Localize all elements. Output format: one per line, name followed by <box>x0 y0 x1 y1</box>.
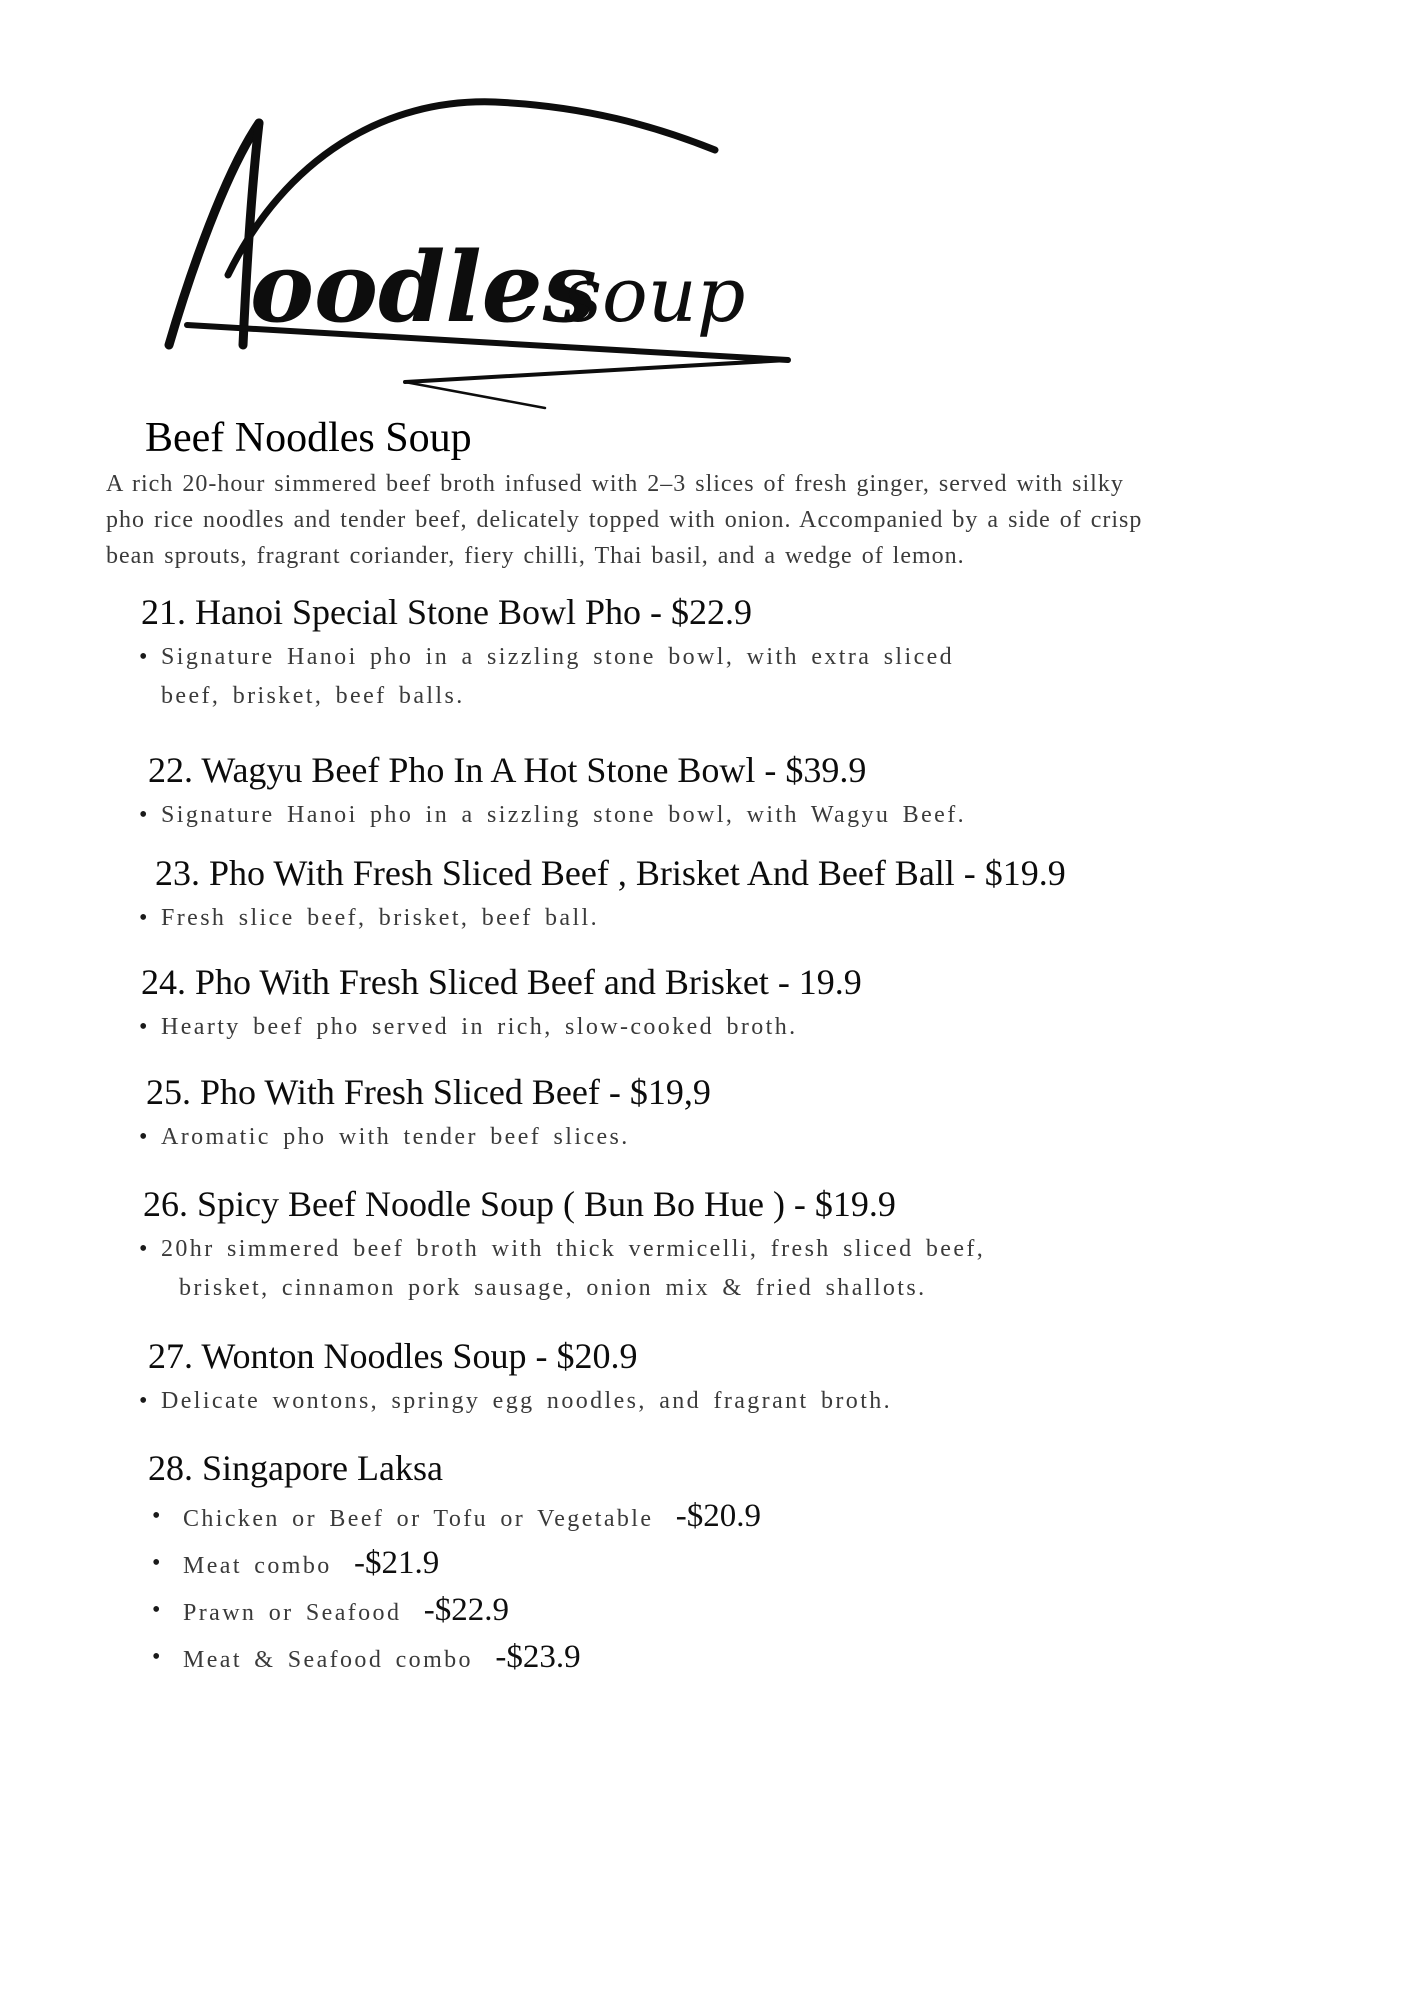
bullet-icon: • <box>139 1014 148 1040</box>
item-bullets <box>139 638 954 716</box>
menu-item-26 <box>139 1184 985 1308</box>
option-price: -$22.9 <box>423 1592 510 1628</box>
item-heading: 28. Singapore Laksa <box>148 1448 443 1488</box>
menu-item-21 <box>139 592 954 716</box>
item-heading: 26. Spicy Beef Noodle Soup ( Bun Bo Hue ) - $19.9 <box>143 1184 896 1224</box>
bullet-icon: • <box>139 644 148 670</box>
item-bullets <box>139 899 1066 938</box>
option-row <box>139 1588 761 1635</box>
bullet-item <box>139 1382 892 1421</box>
menu-item-23 <box>139 853 1066 938</box>
bullet-icon: • <box>152 1597 161 1623</box>
section-title: Beef Noodles Soup <box>145 415 472 461</box>
bullet-item <box>139 638 954 677</box>
section-description <box>106 466 1142 574</box>
bullet-item <box>139 1008 862 1047</box>
bullet-item <box>139 796 966 835</box>
logo-subtitle: soup <box>563 250 746 339</box>
menu-item-25 <box>139 1072 711 1157</box>
description-line: pho rice noodles and tender beef, delicately topped with onion. Accompanied by a side of crisp <box>106 507 1143 533</box>
logo-script-graphic <box>95 88 795 418</box>
option-label: Meat combo <box>183 1553 332 1579</box>
bullet-text: 20hr simmered beef broth with thick vermicelli, fresh sliced beef, <box>161 1236 986 1262</box>
item-heading: 21. Hanoi Special Stone Bowl Pho - $22.9 <box>141 592 752 632</box>
item-bullets <box>139 796 966 835</box>
option-label: Prawn or Seafood <box>183 1600 402 1626</box>
bullet-text: Signature Hanoi pho in a sizzling stone bowl, with extra sliced <box>161 644 955 670</box>
bullet-text: Fresh slice beef, brisket, beef ball. <box>161 905 600 931</box>
option-row <box>139 1494 761 1541</box>
bullet-text: Aromatic pho with tender beef slices. <box>161 1124 630 1150</box>
bullet-item <box>139 1118 711 1157</box>
logo-underline-return <box>405 360 788 382</box>
bullet-text: Signature Hanoi pho in a sizzling stone bowl, with Wagyu Beef. <box>161 802 966 828</box>
menu-item-24 <box>139 962 862 1047</box>
logo-word-tail: oodles <box>250 231 597 344</box>
description-line: A rich 20-hour simmered beef broth infused with 2–3 slices of fresh ginger, served with silky <box>106 471 1124 497</box>
menu-item-28 <box>139 1448 761 1682</box>
logo-underline-tail <box>405 382 545 408</box>
option-label: Chicken or Beef or Tofu or Vegetable <box>183 1506 654 1532</box>
bullet-text: brisket, cinnamon pork sausage, onion mix & fried shallots. <box>179 1275 927 1301</box>
item-heading: 22. Wagyu Beef Pho In A Hot Stone Bowl - $39.9 <box>148 750 867 790</box>
menu-item-27 <box>139 1336 892 1421</box>
item-heading: 27. Wonton Noodles Soup - $20.9 <box>148 1336 638 1376</box>
description-line: bean sprouts, fragrant coriander, fiery chilli, Thai basil, and a wedge of lemon. <box>106 543 965 569</box>
brand-logo <box>95 88 795 418</box>
item-bullets <box>139 1382 892 1421</box>
option-price: -$21.9 <box>354 1545 440 1581</box>
item-options <box>139 1494 761 1682</box>
bullet-item <box>139 1230 985 1269</box>
bullet-icon: • <box>139 1388 148 1414</box>
bullet-item-continuation <box>139 1269 985 1308</box>
item-heading: 23. Pho With Fresh Sliced Beef , Brisket And Beef Ball - $19.9 <box>155 853 1066 893</box>
bullet-item <box>139 899 1066 938</box>
bullet-icon: • <box>139 1124 148 1150</box>
bullet-item-continuation <box>139 677 954 716</box>
bullet-text: beef, brisket, beef balls. <box>161 683 465 709</box>
bullet-icon: • <box>152 1503 161 1529</box>
bullet-icon: • <box>139 802 148 828</box>
bullet-icon: • <box>139 1236 148 1262</box>
item-bullets <box>139 1230 985 1308</box>
item-bullets <box>139 1118 711 1157</box>
option-price: -$20.9 <box>675 1498 762 1534</box>
item-heading: 25. Pho With Fresh Sliced Beef - $19,9 <box>146 1072 711 1112</box>
option-row <box>139 1635 761 1682</box>
item-heading: 24. Pho With Fresh Sliced Beef and Brisket - 19.9 <box>141 962 862 1002</box>
option-label: Meat & Seafood combo <box>183 1647 473 1673</box>
bullet-text: Hearty beef pho served in rich, slow-cooked broth. <box>161 1014 798 1040</box>
option-price: -$23.9 <box>495 1639 581 1675</box>
bullet-icon: • <box>152 1644 161 1670</box>
bullet-icon: • <box>139 905 148 931</box>
bullet-text: Delicate wontons, springy egg noodles, and fragrant broth. <box>161 1388 893 1414</box>
item-bullets <box>139 1008 862 1047</box>
option-row <box>139 1541 761 1588</box>
menu-item-22 <box>139 750 966 835</box>
bullet-icon: • <box>152 1550 161 1576</box>
